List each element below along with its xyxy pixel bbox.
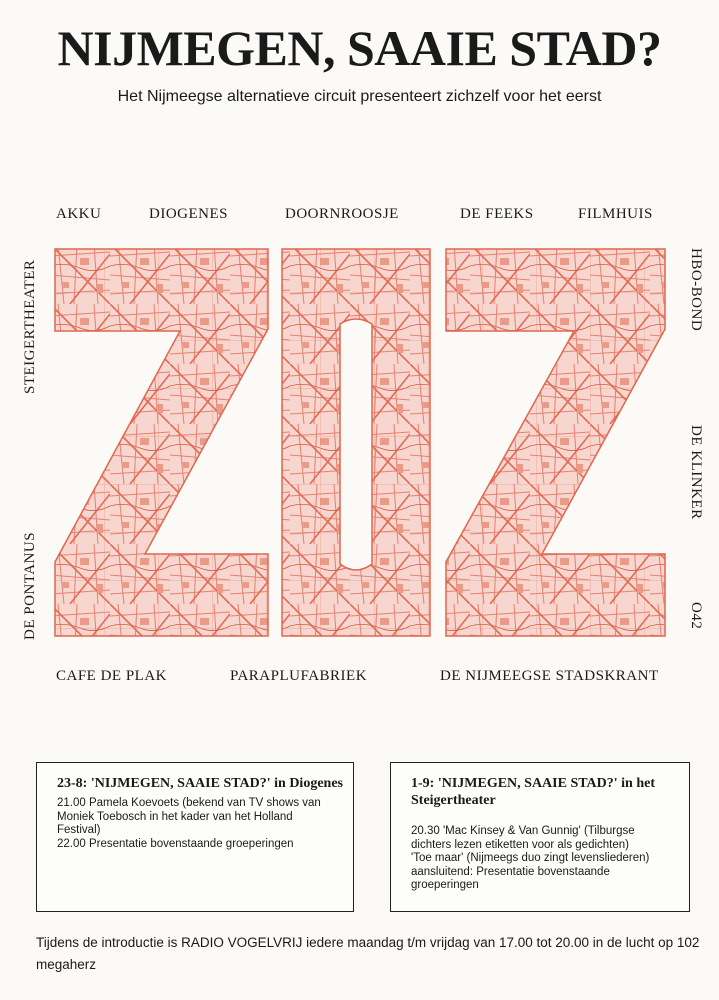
radio-footer-text: Tijdens de introductie is RADIO VOGELVRIJ iedere maandag t/m vrijdag van 17.00 tot 20.00 in de lucht op 102 megaherz <box>36 935 700 972</box>
venue-filmhuis: FILMHUIS <box>578 206 653 222</box>
event-line: 'Toe maar' (Nijmeegs duo zingt levensliederen) <box>411 852 650 864</box>
venue-de-nijmeegse-stadskrant: DE NIJMEEGSE STADSKRANT <box>440 668 659 684</box>
letter-z-right <box>446 249 665 636</box>
venue-paraplufabriek: PARAPLUFABRIEK <box>230 668 368 684</box>
venue-cafe-de-plak: CAFE DE PLAK <box>56 668 168 684</box>
event-heading: 1-9: 'NIJMEGEN, SAAIE STAD?' in het Steigertheater <box>411 776 655 808</box>
poster-title: NIJMEGEN, SAAIE STAD? <box>57 20 662 76</box>
event-line: Moniek Toebosch in het kader van het Holland <box>57 810 293 823</box>
zoz-map-artwork <box>50 244 670 644</box>
event-box-diogenes <box>36 762 354 912</box>
venue-akku: AKKU <box>56 206 102 222</box>
event-line: aansluitend: Presentatie bovenstaande <box>411 865 610 878</box>
event-box-steigertheater <box>390 762 690 912</box>
event-line: 22.00 Presentatie bovenstaande groeperingen <box>57 837 294 850</box>
venue-de-pontanus: DE PONTANUS <box>22 531 38 640</box>
event-heading: 23-8: 'NIJMEGEN, SAAIE STAD?' in Diogenes <box>57 776 343 791</box>
venue-steigertheater: STEIGERTHEATER <box>22 259 38 394</box>
event-line: Festival) <box>57 824 101 836</box>
event-line: 21.00 Pamela Koevoets (bekend van TV shows van <box>57 797 321 809</box>
event-line: dichters lezen etiketten voor als gedichten) <box>411 838 629 851</box>
letter-o-middle <box>282 249 430 636</box>
poster-subtitle: Het Nijmeegse alternatieve circuit presenteert zichzelf voor het eerst <box>117 88 602 105</box>
venue-doornroosje: DOORNROOSJE <box>285 206 399 222</box>
venue-hbo-bond: HBO-BOND <box>688 248 704 332</box>
venue-de-feeks: DE FEEKS <box>460 206 534 222</box>
venue-de-klinker: DE KLINKER <box>688 425 704 520</box>
event-line: groeperingen <box>411 879 479 891</box>
venue-o42: O42 <box>688 602 704 630</box>
venue-diogenes: DIOGENES <box>149 206 228 222</box>
letter-z-left <box>55 249 268 636</box>
event-line: 20.30 'Mac Kinsey & Van Gunnig' (Tilburgse <box>411 825 635 837</box>
